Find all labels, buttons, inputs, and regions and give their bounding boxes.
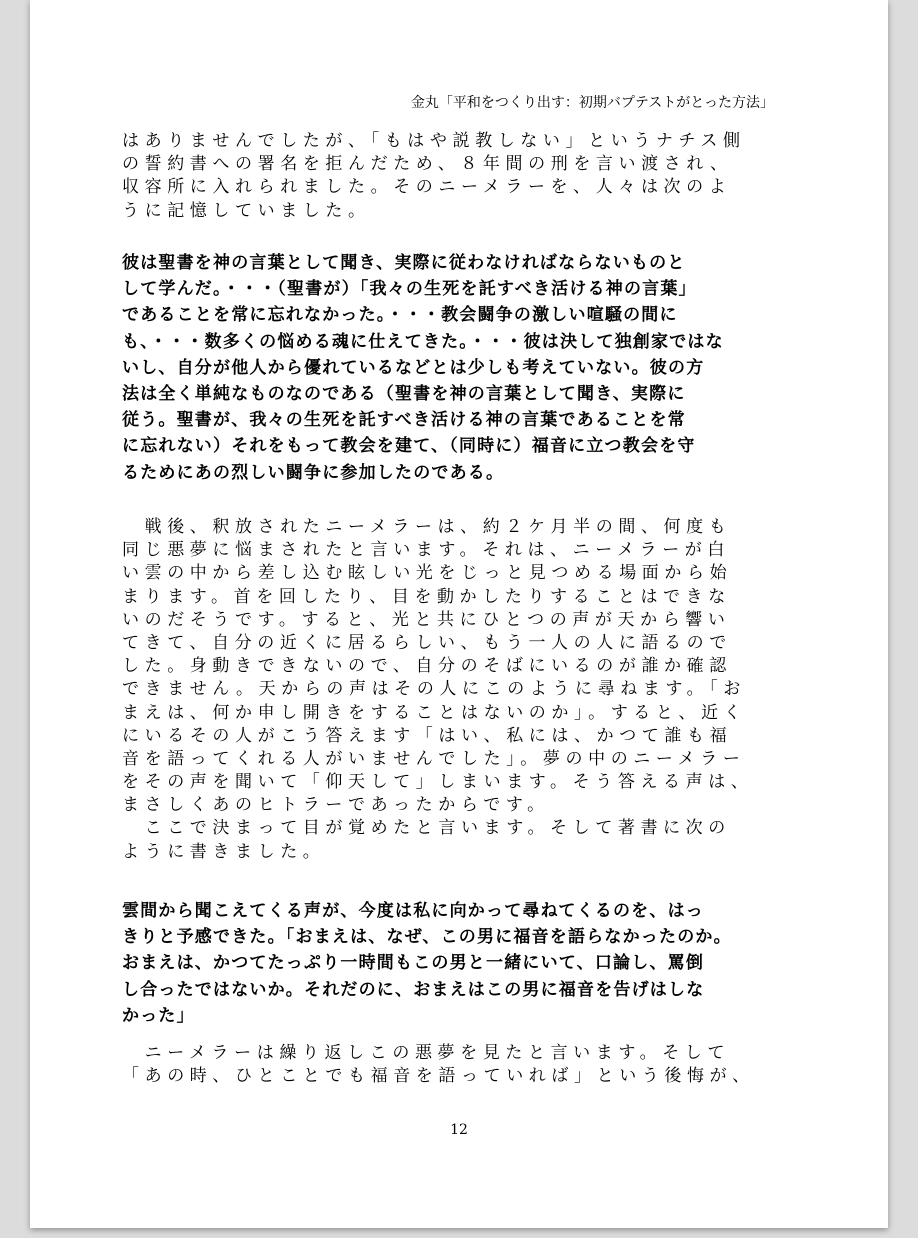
quote-line: るためにあの烈しい闘争に参加したのである。	[122, 462, 505, 483]
quote-line: し合ったではないか。それだのに、おまえはこの男に福音を告げはしな	[122, 979, 705, 1000]
quote-line: であることを常に忘れなかった。・・・教会闘争の激しい喧騒の間に	[122, 305, 678, 326]
quote-line: きりと予感できた。「おまえは、なぜ、この男に福音を語らなかったのか。	[122, 927, 732, 948]
text-line: 戦後、釈放されたニーメラーは、約２ケ月半の間、何度も	[122, 517, 732, 537]
text-line: はありませんでしたが、「もはや説教しない」というナチス側	[122, 131, 746, 151]
quote-line: 雲間から聞こえてくる声が、今度は私に向かって尋ねてくるのを、はっ	[122, 901, 704, 921]
page-number: 12	[450, 1122, 468, 1138]
paragraph-main	[122, 516, 762, 864]
quote-line: おまえは、かつてたっぷり一時間もこの男と一緒にいて、口論し、罵倒	[122, 953, 705, 974]
quote-line-emphasis: 法は全く単純なものなのである（聖書を神の言葉として聞き、実際に	[122, 381, 762, 407]
quote-block-first	[122, 250, 762, 486]
paragraph-closing	[122, 1042, 762, 1088]
quote-line-emphasis: 従う。聖書が、我々の生死を託すべき活ける神の言葉であることを常	[122, 407, 762, 433]
text-line: ニーメラーは繰り返しこの悪夢を見たと言います。そして	[122, 1043, 730, 1063]
quote-line: も、・・・数多くの悩める魂に仕えてきた。・・・彼は決して独創家ではな	[122, 331, 724, 352]
text-line: ここで決まって目が覚めたと言います。そして著書に次の	[122, 818, 731, 839]
text-line: てきて、自分の近くに居るらしい、もう一人の人に語るので	[122, 632, 732, 653]
text-line: 同じ悪夢に悩まされたと言います。それは、ニーメラーが白	[122, 540, 730, 561]
text-line: いのだそうです。すると、光と共にひとつの声が天から響い	[122, 609, 731, 630]
text-line: 音を語ってくれる人がいませんでした」。夢の中のニーメラー	[122, 748, 746, 769]
text-line: できません。天からの声はその人にこのように尋ねます。「お	[122, 679, 746, 700]
paragraph-intro	[122, 130, 762, 223]
quote-line: して学んだ。・・・（聖書が）「我々の生死を託すべき活ける神の言葉」	[122, 279, 697, 300]
text-line: 収容所に入れられました。そのニーメラーを、人々は次のよ	[122, 177, 732, 198]
text-line: 「あの時、ひとことでも福音を語っていれば」という後悔が、	[122, 1066, 755, 1087]
quote-line: かった」	[122, 1005, 195, 1026]
text-line: の誓約書への署名を拒んだため、８年間の刑を言い渡され、	[122, 154, 733, 175]
text-line: ように書きました。	[122, 841, 326, 862]
text-line: にいるその人がこう答えます「はい、私には、かつて誰も福	[122, 725, 733, 746]
text-line: まさしくあのヒトラーであったからです。	[122, 795, 550, 816]
text-line: まります。首を回したり、目を動かしたりすることはできな	[122, 586, 731, 607]
text-line: をその声を聞いて「仰天して」しまいます。そう答える声は、	[122, 772, 754, 793]
quote-block-second	[122, 898, 762, 1029]
text-line: い雲の中から差し込む眩しい光をじっと見つめる場面から始	[122, 563, 733, 584]
text-line: うに記憶していました。	[122, 200, 371, 221]
text-line: した。身動きできないので、自分のそばにいるのが誰か確認	[122, 656, 732, 677]
quote-line: 彼は聖書を神の言葉として聞き、実際に従わなければならないものと	[122, 253, 686, 273]
quote-line-emphasis: に忘れない）それをもって教会を建て、（同時に）福音に立つ教会を守	[122, 433, 762, 459]
quote-line: いし、自分が他人から優れているなどとは少しも考えていない。彼の方	[122, 357, 705, 378]
running-header: 金丸「平和をつくり出す：初期バプテストがとった方法」	[410, 95, 774, 111]
text-line: まえは、何か申し開きをすることはないのか」。すると、近く	[122, 702, 747, 723]
